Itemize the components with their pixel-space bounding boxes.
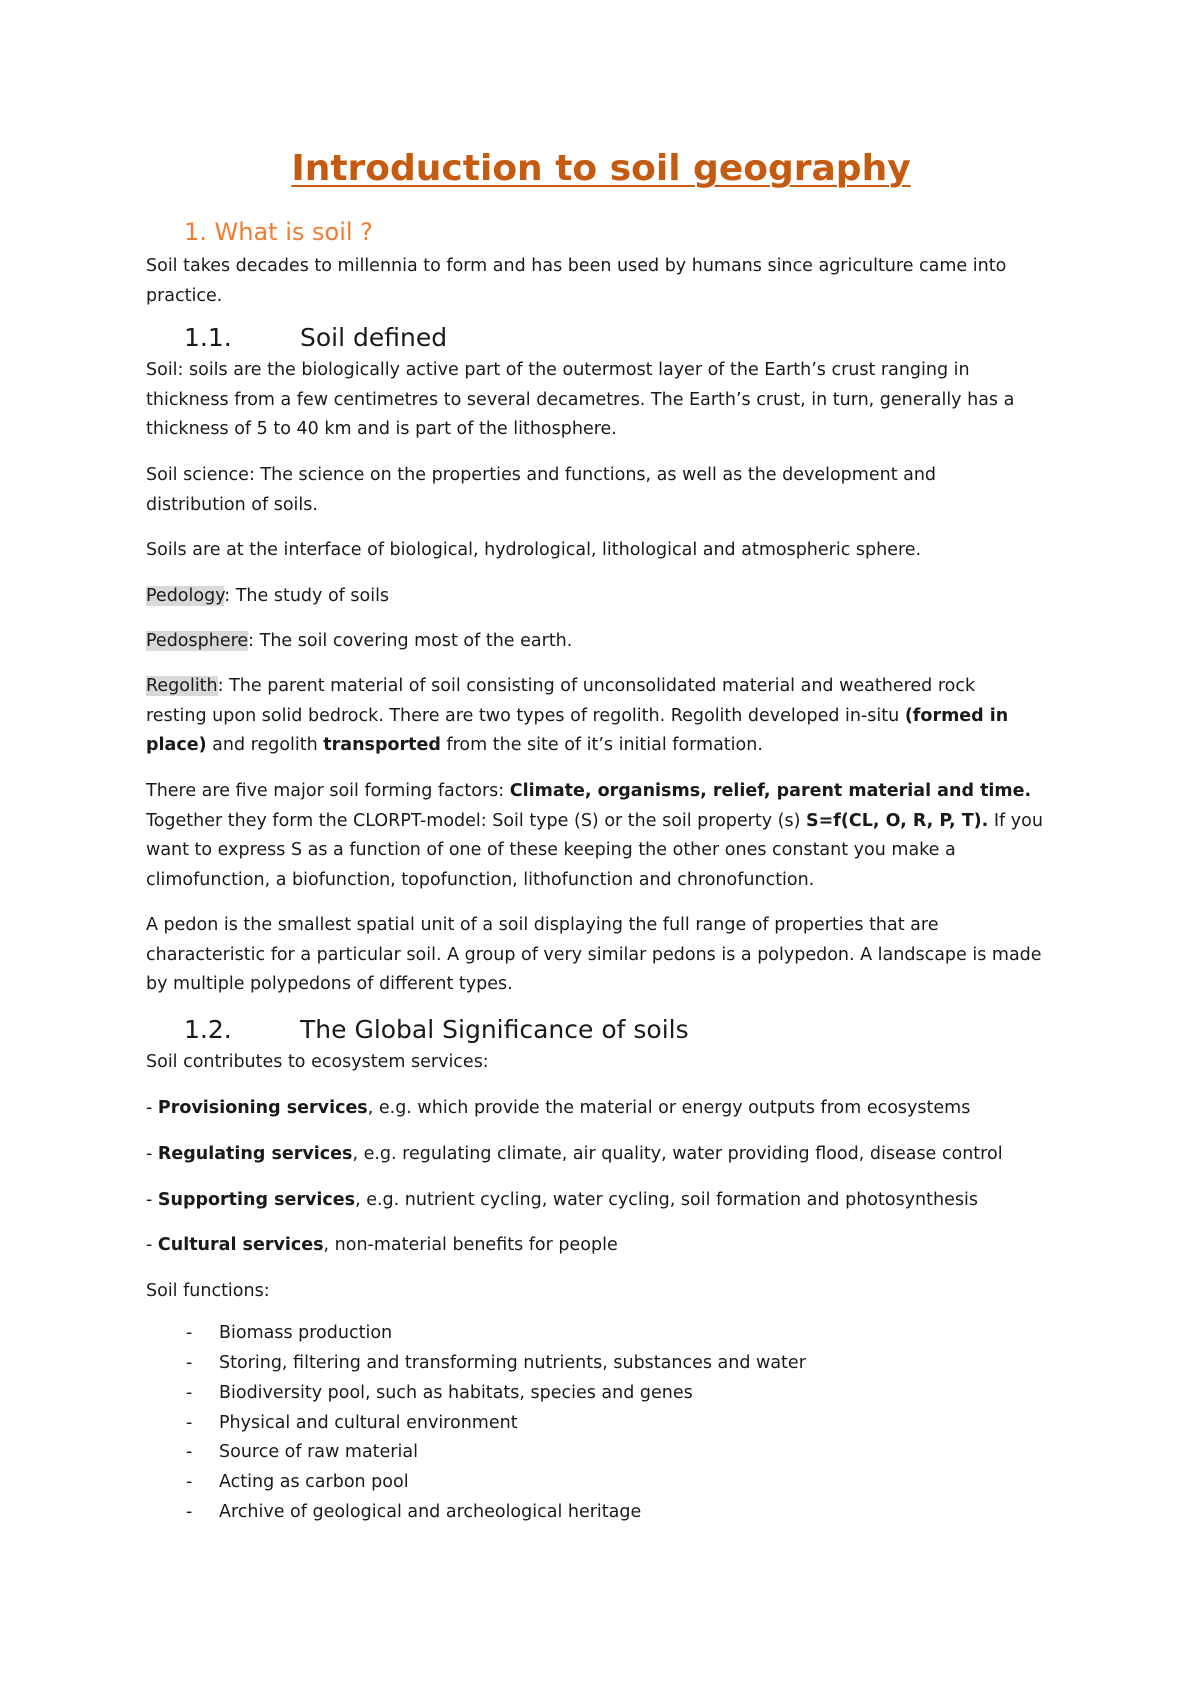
dash-prefix: - (146, 1144, 158, 1164)
text-span: and regolith (206, 735, 324, 755)
list-item-text: Source of raw material (219, 1442, 418, 1462)
dash-prefix: - (146, 1235, 158, 1255)
section-number: 1.1. (184, 323, 232, 352)
text-line (146, 672, 1076, 702)
interface-paragraph: Soils are at the interface of biological, hydrological, lithological and atmospheric sphere. (146, 540, 922, 560)
bold-text: S=f(CL, O, R, P, T). (806, 810, 989, 831)
text-line: Soil: soils are the biologically active part of the outermost layer of the Earth’s crust ranging in (146, 360, 970, 380)
service-item (146, 1094, 1076, 1124)
pedon-paragraph (146, 911, 1076, 1000)
service-name: Provisioning services (157, 1098, 368, 1118)
dash-prefix: - (146, 1190, 158, 1210)
bullet: - (186, 1383, 193, 1403)
text-line: want to express S as a function of one of these keeping the other ones constant you make a (146, 840, 956, 860)
ecosystem-services-intro: Soil contributes to ecosystem services: (146, 1052, 489, 1072)
bullet: - (186, 1472, 193, 1492)
text-span: Together they form the CLORPT-model: Soil type (S) or the soil property (s) (146, 810, 806, 831)
bold-text: (formed in (904, 705, 1009, 726)
text-span: If you (988, 810, 1043, 831)
service-name: Supporting services (157, 1190, 356, 1210)
text-span: resting upon solid bedrock. There are two types of regolith. Regolith developed in-situ (146, 705, 905, 726)
soil-science-paragraph (146, 461, 1076, 520)
highlighted-term: Pedology (146, 586, 225, 606)
regolith-paragraph (146, 672, 1076, 761)
service-description: , e.g. regulating climate, air quality, water providing flood, disease control (352, 1144, 1003, 1164)
list-item-text: Physical and cultural environment (219, 1413, 518, 1433)
section-number: 1.2. (184, 1015, 232, 1044)
section-title: Soil defined (300, 323, 448, 352)
soil-functions-label: Soil functions: (146, 1281, 270, 1301)
pedology-paragraph (146, 582, 1076, 612)
text-line: thickness of 5 to 40 km and is part of the lithosphere. (146, 419, 617, 439)
text-line: thickness from a few centimetres to several decametres. The Earth’s crust, in turn, generally has a (146, 389, 1015, 410)
intro-paragraph (146, 252, 1076, 311)
text-line (146, 807, 1076, 837)
service-item (146, 1140, 1076, 1170)
text-line: Soil takes decades to millennia to form and has been used by humans since agriculture came into (146, 256, 1007, 276)
list-item-text: Storing, filtering and transforming nutrients, substances and water (219, 1353, 806, 1373)
highlighted-term: Regolith (146, 676, 218, 696)
bold-text: place) (146, 735, 207, 755)
soil-forming-factors-paragraph (146, 777, 1076, 895)
list-item-text: Archive of geological and archeological heritage (219, 1502, 642, 1522)
text-line: characteristic for a particular soil. A group of very similar pedons is a polypedon. A landscape is made (146, 944, 1042, 965)
text-line: distribution of soils. (146, 494, 318, 515)
bullet: - (186, 1442, 193, 1462)
bullet: - (186, 1323, 193, 1343)
bold-text: transported (323, 735, 441, 755)
text-line: practice. (146, 285, 223, 306)
list-item-text: Biomass production (219, 1323, 393, 1343)
text-span: There are five major soil forming factors: (146, 781, 510, 801)
bold-text: Climate, organisms, relief, parent material and time. (509, 781, 1032, 801)
text-line (146, 777, 1076, 807)
bullet: - (186, 1353, 193, 1373)
list-item-text: Acting as carbon pool (219, 1472, 409, 1492)
section-1-heading: 1. What is soil ? (184, 218, 373, 246)
service-name: Cultural services (157, 1235, 324, 1255)
term-definition: : The study of soils (224, 586, 390, 606)
term-definition: : The parent material of soil consisting of unconsolidated material and weathered rock (217, 676, 976, 696)
section-title: The Global Significance of soils (300, 1015, 689, 1044)
dash-prefix: - (146, 1098, 158, 1118)
service-description: , non-material benefits for people (323, 1235, 618, 1255)
bullet: - (186, 1413, 193, 1433)
soil-definition-paragraph (146, 356, 1076, 445)
document-title: Introduction to soil geography (291, 148, 911, 189)
text-line: by multiple polypedons of different types. (146, 974, 513, 994)
service-name: Regulating services (157, 1144, 353, 1164)
text-line: climofunction, a biofunction, topofunction, lithofunction and chronofunction. (146, 869, 815, 890)
service-description: , e.g. nutrient cycling, water cycling, soil formation and photosynthesis (355, 1190, 978, 1210)
service-description: , e.g. which provide the material or energy outputs from ecosystems (367, 1098, 971, 1118)
text-span: from the site of it’s initial formation. (440, 735, 763, 755)
text-line: Soil science: The science on the properties and functions, as well as the development and (146, 465, 937, 485)
service-item (146, 1186, 1076, 1216)
text-line (146, 731, 1076, 761)
list-item-text: Biodiversity pool, such as habitats, species and genes (219, 1383, 693, 1403)
service-item (146, 1231, 1076, 1261)
highlighted-term: Pedosphere (146, 631, 249, 651)
text-line: A pedon is the smallest spatial unit of a soil displaying the full range of properties that are (146, 915, 939, 935)
text-line (146, 702, 1076, 732)
bullet: - (186, 1502, 193, 1522)
pedosphere-paragraph (146, 627, 1076, 657)
term-definition: : The soil covering most of the earth. (248, 631, 573, 651)
